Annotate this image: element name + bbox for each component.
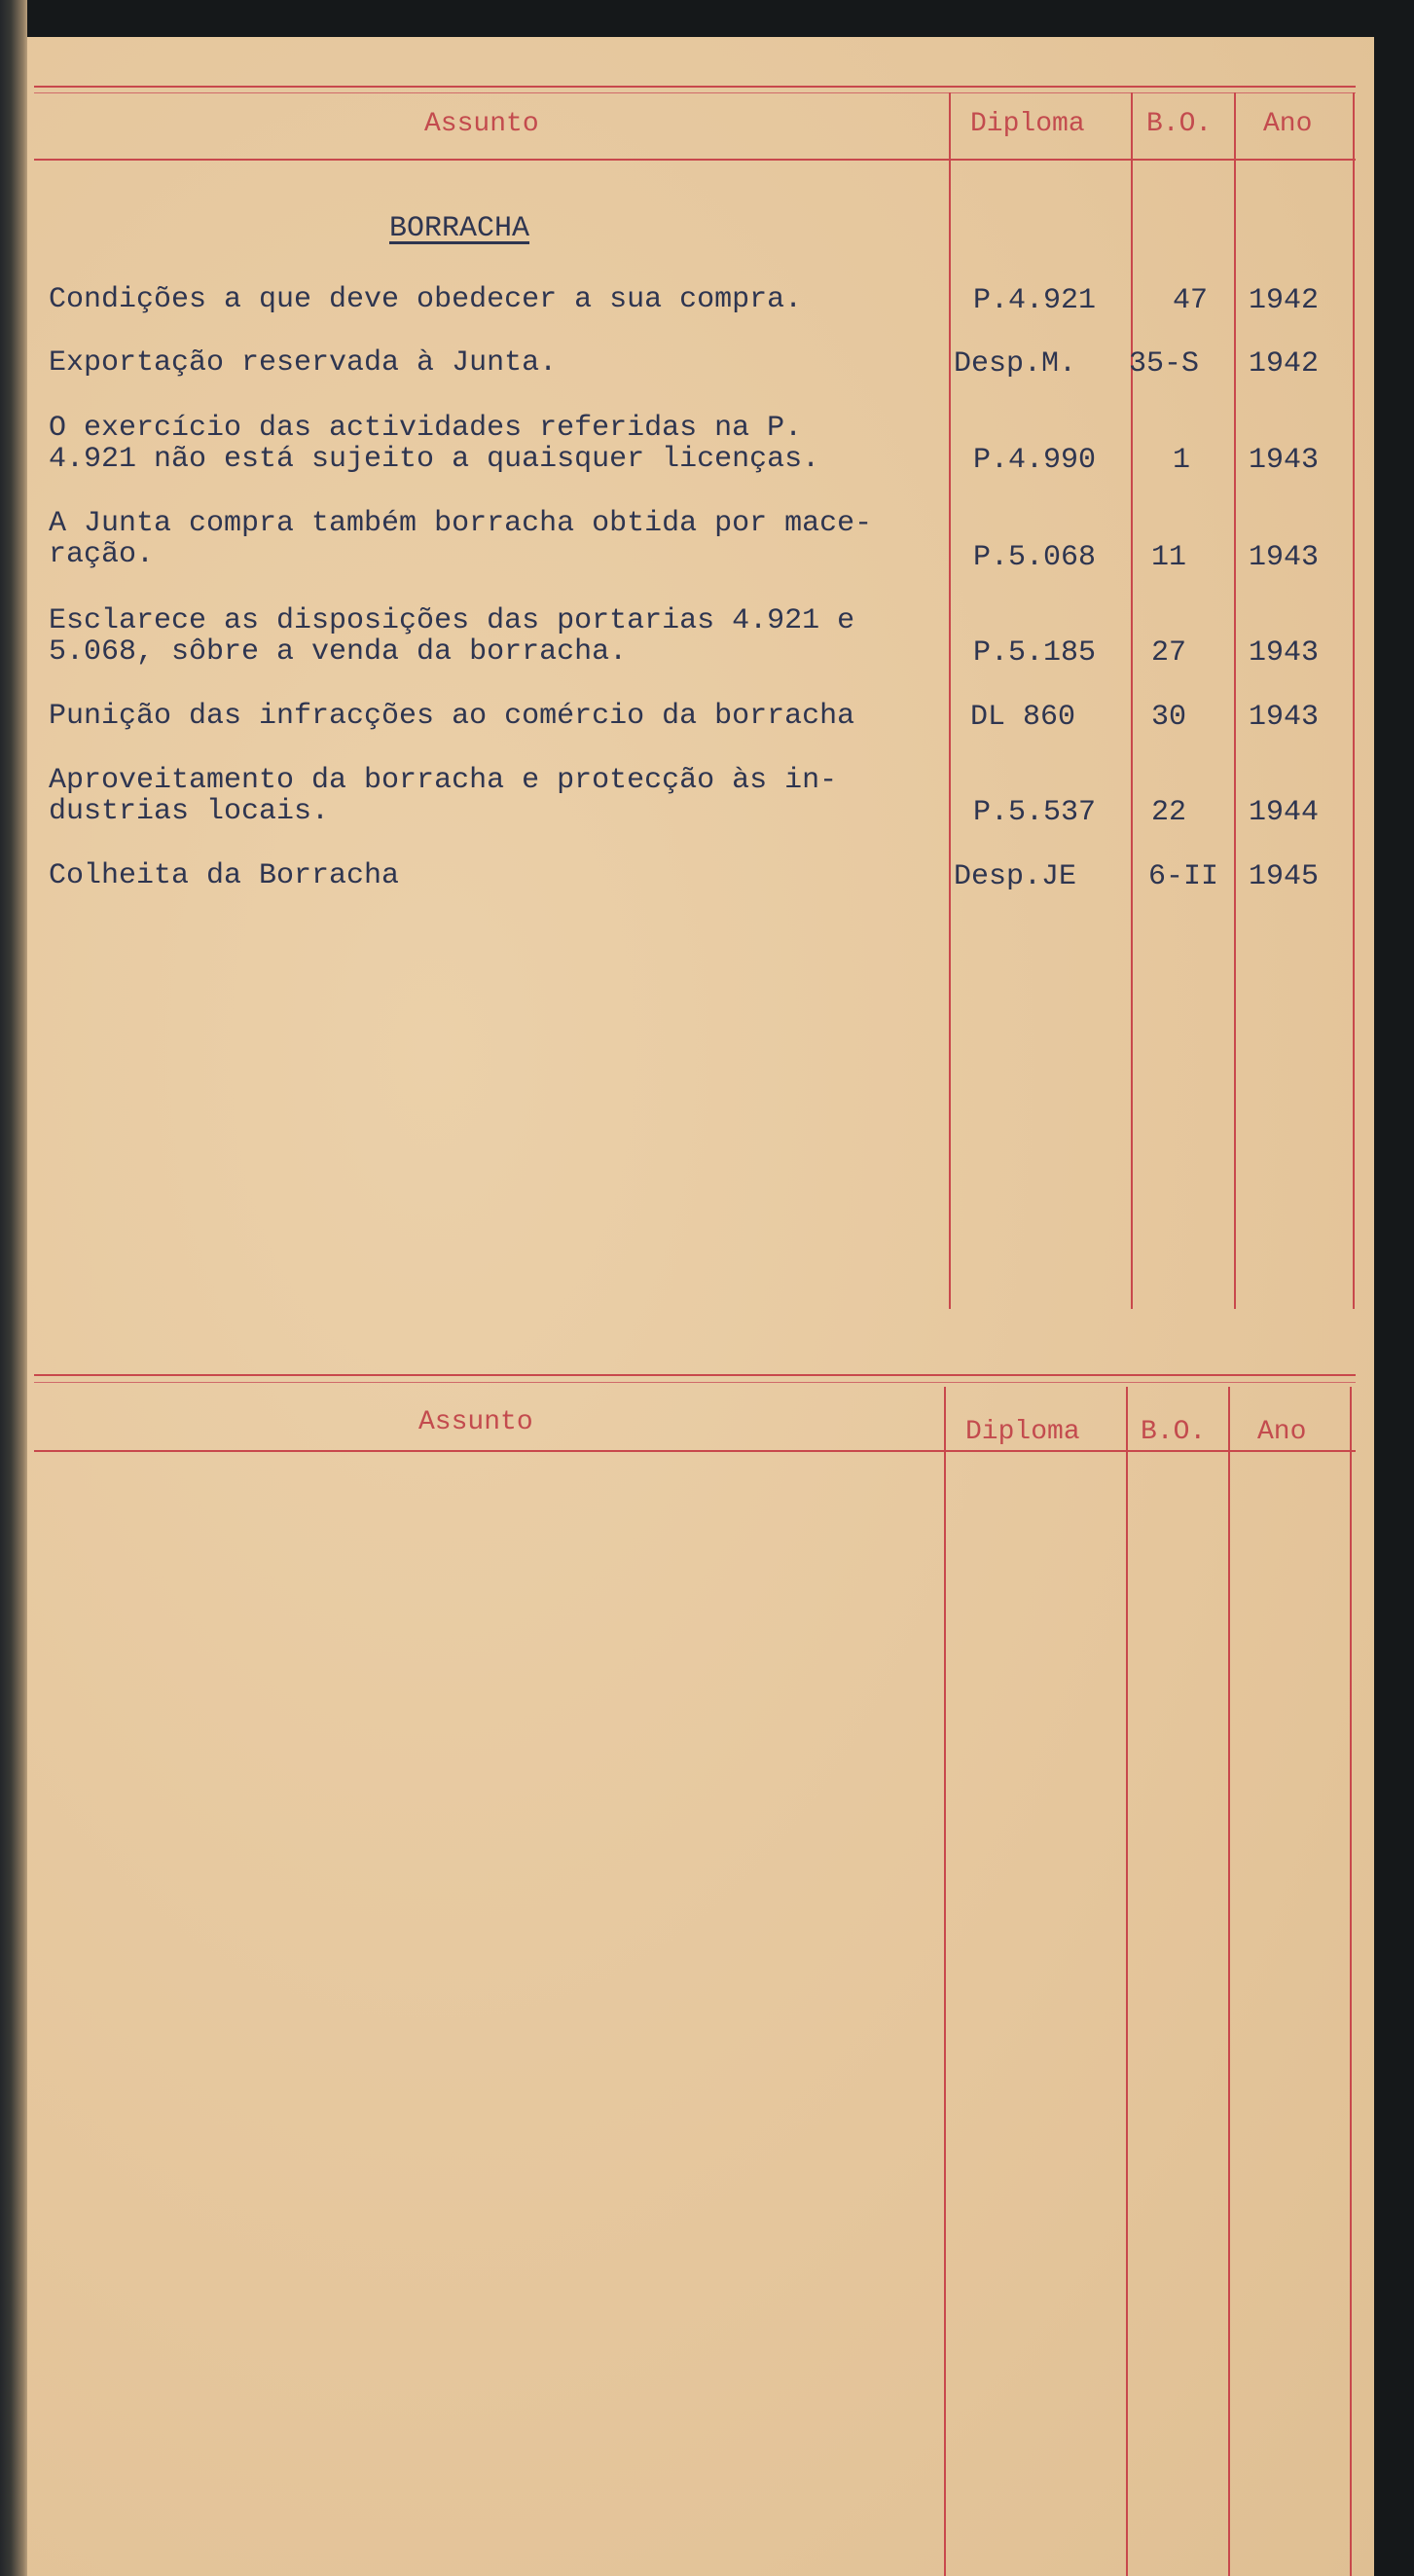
top-table-header-rule [34, 159, 1356, 161]
row-year: 1943 [1249, 636, 1320, 670]
bottom-header-subject: Assunto [418, 1407, 533, 1437]
top-col-divider-bo [1131, 92, 1133, 1309]
scan-border-right [1374, 0, 1414, 2576]
bottom-table-border-top-inner [34, 1382, 1356, 1383]
row-subject: Esclarece as disposições das portarias 4.921 e 5.068, sôbre a venda da borracha. [49, 604, 855, 669]
top-col-divider-right [1353, 92, 1355, 1309]
top-header-bo: B.O. [1146, 109, 1213, 139]
binding-edge [0, 0, 27, 2576]
row-subject: O exercício das actividades referidas na P. 4.921 não está sujeito a quaisquer licenças. [49, 412, 820, 476]
row-bo: 6-II [1148, 860, 1219, 893]
row-year: 1942 [1249, 284, 1320, 317]
row-bo: 35-S [1129, 347, 1200, 381]
bottom-col-divider-right [1350, 1387, 1352, 2576]
row-bo: 11 [1151, 541, 1187, 574]
row-subject: Punição das infracções ao comércio da borracha [49, 700, 855, 733]
top-header-diploma: Diploma [970, 109, 1085, 139]
bottom-col-divider-year [1228, 1387, 1230, 2576]
row-subject: Colheita da Borracha [49, 859, 400, 892]
top-header-subject: Assunto [424, 109, 539, 139]
row-year: 1942 [1249, 347, 1320, 381]
row-diploma: P.4.921 [973, 284, 1097, 317]
row-bo: 1 [1173, 444, 1191, 477]
row-diploma: P.5.185 [973, 636, 1097, 670]
top-col-divider-diploma [949, 92, 951, 1309]
row-year: 1944 [1249, 796, 1320, 829]
row-diploma: P.5.537 [973, 796, 1097, 829]
top-header-year: Ano [1263, 109, 1313, 139]
top-table-border-top [34, 86, 1356, 88]
bottom-col-divider-diploma [944, 1387, 946, 2576]
row-year: 1945 [1249, 860, 1320, 893]
row-year: 1943 [1249, 541, 1320, 574]
bottom-header-bo: B.O. [1141, 1417, 1207, 1447]
bottom-table-header-rule [34, 1450, 1356, 1452]
row-diploma: P.5.068 [973, 541, 1097, 574]
row-diploma: Desp.JE [954, 860, 1077, 893]
row-subject: Aproveitamento da borracha e protecção às in- dustrias locais. [49, 764, 838, 828]
row-diploma: Desp.M. [954, 347, 1077, 381]
row-bo: 47 [1173, 284, 1209, 317]
row-year: 1943 [1249, 701, 1320, 734]
row-bo: 30 [1151, 701, 1187, 734]
row-bo: 22 [1151, 796, 1187, 829]
row-subject: A Junta compra também borracha obtida por mace- ração. [49, 507, 873, 571]
row-bo: 27 [1151, 636, 1187, 670]
bottom-col-divider-bo [1126, 1387, 1128, 2576]
section-title: BORRACHA [389, 212, 530, 245]
bottom-table-border-top [34, 1374, 1356, 1376]
top-table-border-top-inner [34, 92, 1356, 93]
scan-border-top [0, 0, 1414, 37]
row-diploma: P.4.990 [973, 444, 1097, 477]
row-diploma: DL 860 [970, 701, 1076, 734]
row-subject: Condições a que deve obedecer a sua compra. [49, 283, 803, 316]
top-col-divider-year [1234, 92, 1236, 1309]
bottom-header-diploma: Diploma [965, 1417, 1080, 1447]
row-year: 1943 [1249, 444, 1320, 477]
bottom-header-year: Ano [1257, 1417, 1307, 1447]
row-subject: Exportação reservada à Junta. [49, 346, 558, 380]
